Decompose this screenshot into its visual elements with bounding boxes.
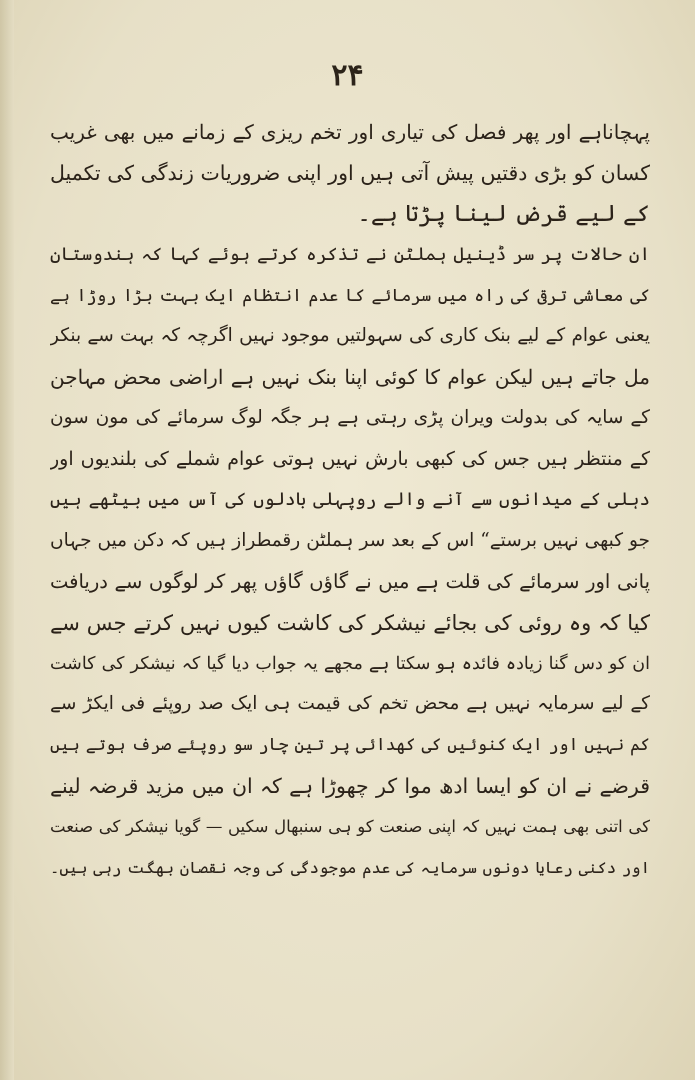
text-line: کی معاشی ترقی کی راہ میں سرمائے کا عدم انتظام ایک بہت بڑا روڑا ہے (50, 285, 650, 306)
text-line: مل جاتے ہیں لیکن عوام کا کوئی اپنا بنک نہیں ہے اراضی محض مہاجن (50, 365, 650, 390)
text-line: کم نہیں اور ایک کنوئیں کی کھدائی پر تین چار سو روپئے صرف ہوتے ہیں (50, 735, 650, 756)
body-text (50, 112, 650, 889)
text-line: کی اتنی بھی ہمت نہیں کہ اپنی صنعت کو ہی سنبھال سکیں — گویا نیشکر کی صنعت (50, 817, 650, 837)
text-line: کے لیے سرمایہ نہیں ہے محض تخم کی قیمت ہی ایک صد روپئے فی ایکڑ سے (50, 693, 650, 715)
text-line: کے منتظر ہیں جس کی کبھی بارش نہیں ہوتی عوام شملے کی بلندیوں اور (50, 448, 650, 471)
text-line: دہلی کے میدانوں سے آنے والے روپہلی بادلوں کی آس میں بیٹھے ہیں (50, 489, 650, 511)
text-line: ان حالات پر سر ڈینیل ہملٹن نے تذکرہ کرتے ہوئے کہا کہ ہندوستان (50, 243, 650, 265)
text-line: کیا کہ وہ روئی کی بجائے نیشکر کی کاشت کیوں نہیں کرتے جس سے (50, 610, 650, 635)
text-line: قرضے نے ان کو ایسا ادھ موا کر چھوڑا ہے کہ ان میں مزید قرضہ لینے (50, 774, 650, 799)
text-line: اور دکنی رعایا دونوں سرمایہ کی عدم موجودگی کی وجہ نقصان بھگت رہی ہیں۔ (50, 858, 650, 878)
text-line: کسان کو بڑی دقتیں پیش آتی ہیں اور اپنی ضروریات زندگی کی تکمیل (50, 160, 650, 185)
page-number: ۲۴ (331, 58, 364, 93)
text-line: یعنی عوام کے لیے بنک کاری کی سہولتیں موجود نہیں اگرچہ کہ بہت سے بنکر (50, 325, 650, 347)
text-line: پہچاناہے اور پھر فصل کی تیاری اور تخم ریزی کے زمانے میں بھی غریب (50, 120, 650, 144)
text-line: جو کبھی نہیں برستے“ اس کے بعد سر ہملٹن رقمطراز ہیں کہ دکن میں جہاں (50, 529, 650, 551)
text-line: کے سایہ کی بدولت ویران پڑی رہتی ہے ہر جگہ لوگ سرمائے کی مون سون (50, 407, 650, 429)
page-binding-edge (0, 0, 14, 1080)
text-line: کے لیے قرض لینا پڑتا ہے۔ (357, 200, 650, 227)
text-line: ان کو دس گنا زیادہ فائدہ ہو سکتا ہے مجھے یہ جواب دیا گیا کہ نیشکر کی کاشت (50, 653, 650, 674)
text-line: پانی اور سرمائے کی قلت ہے میں نے گاؤں گاؤں پھر کر لوگوں سے دریافت (50, 569, 650, 593)
